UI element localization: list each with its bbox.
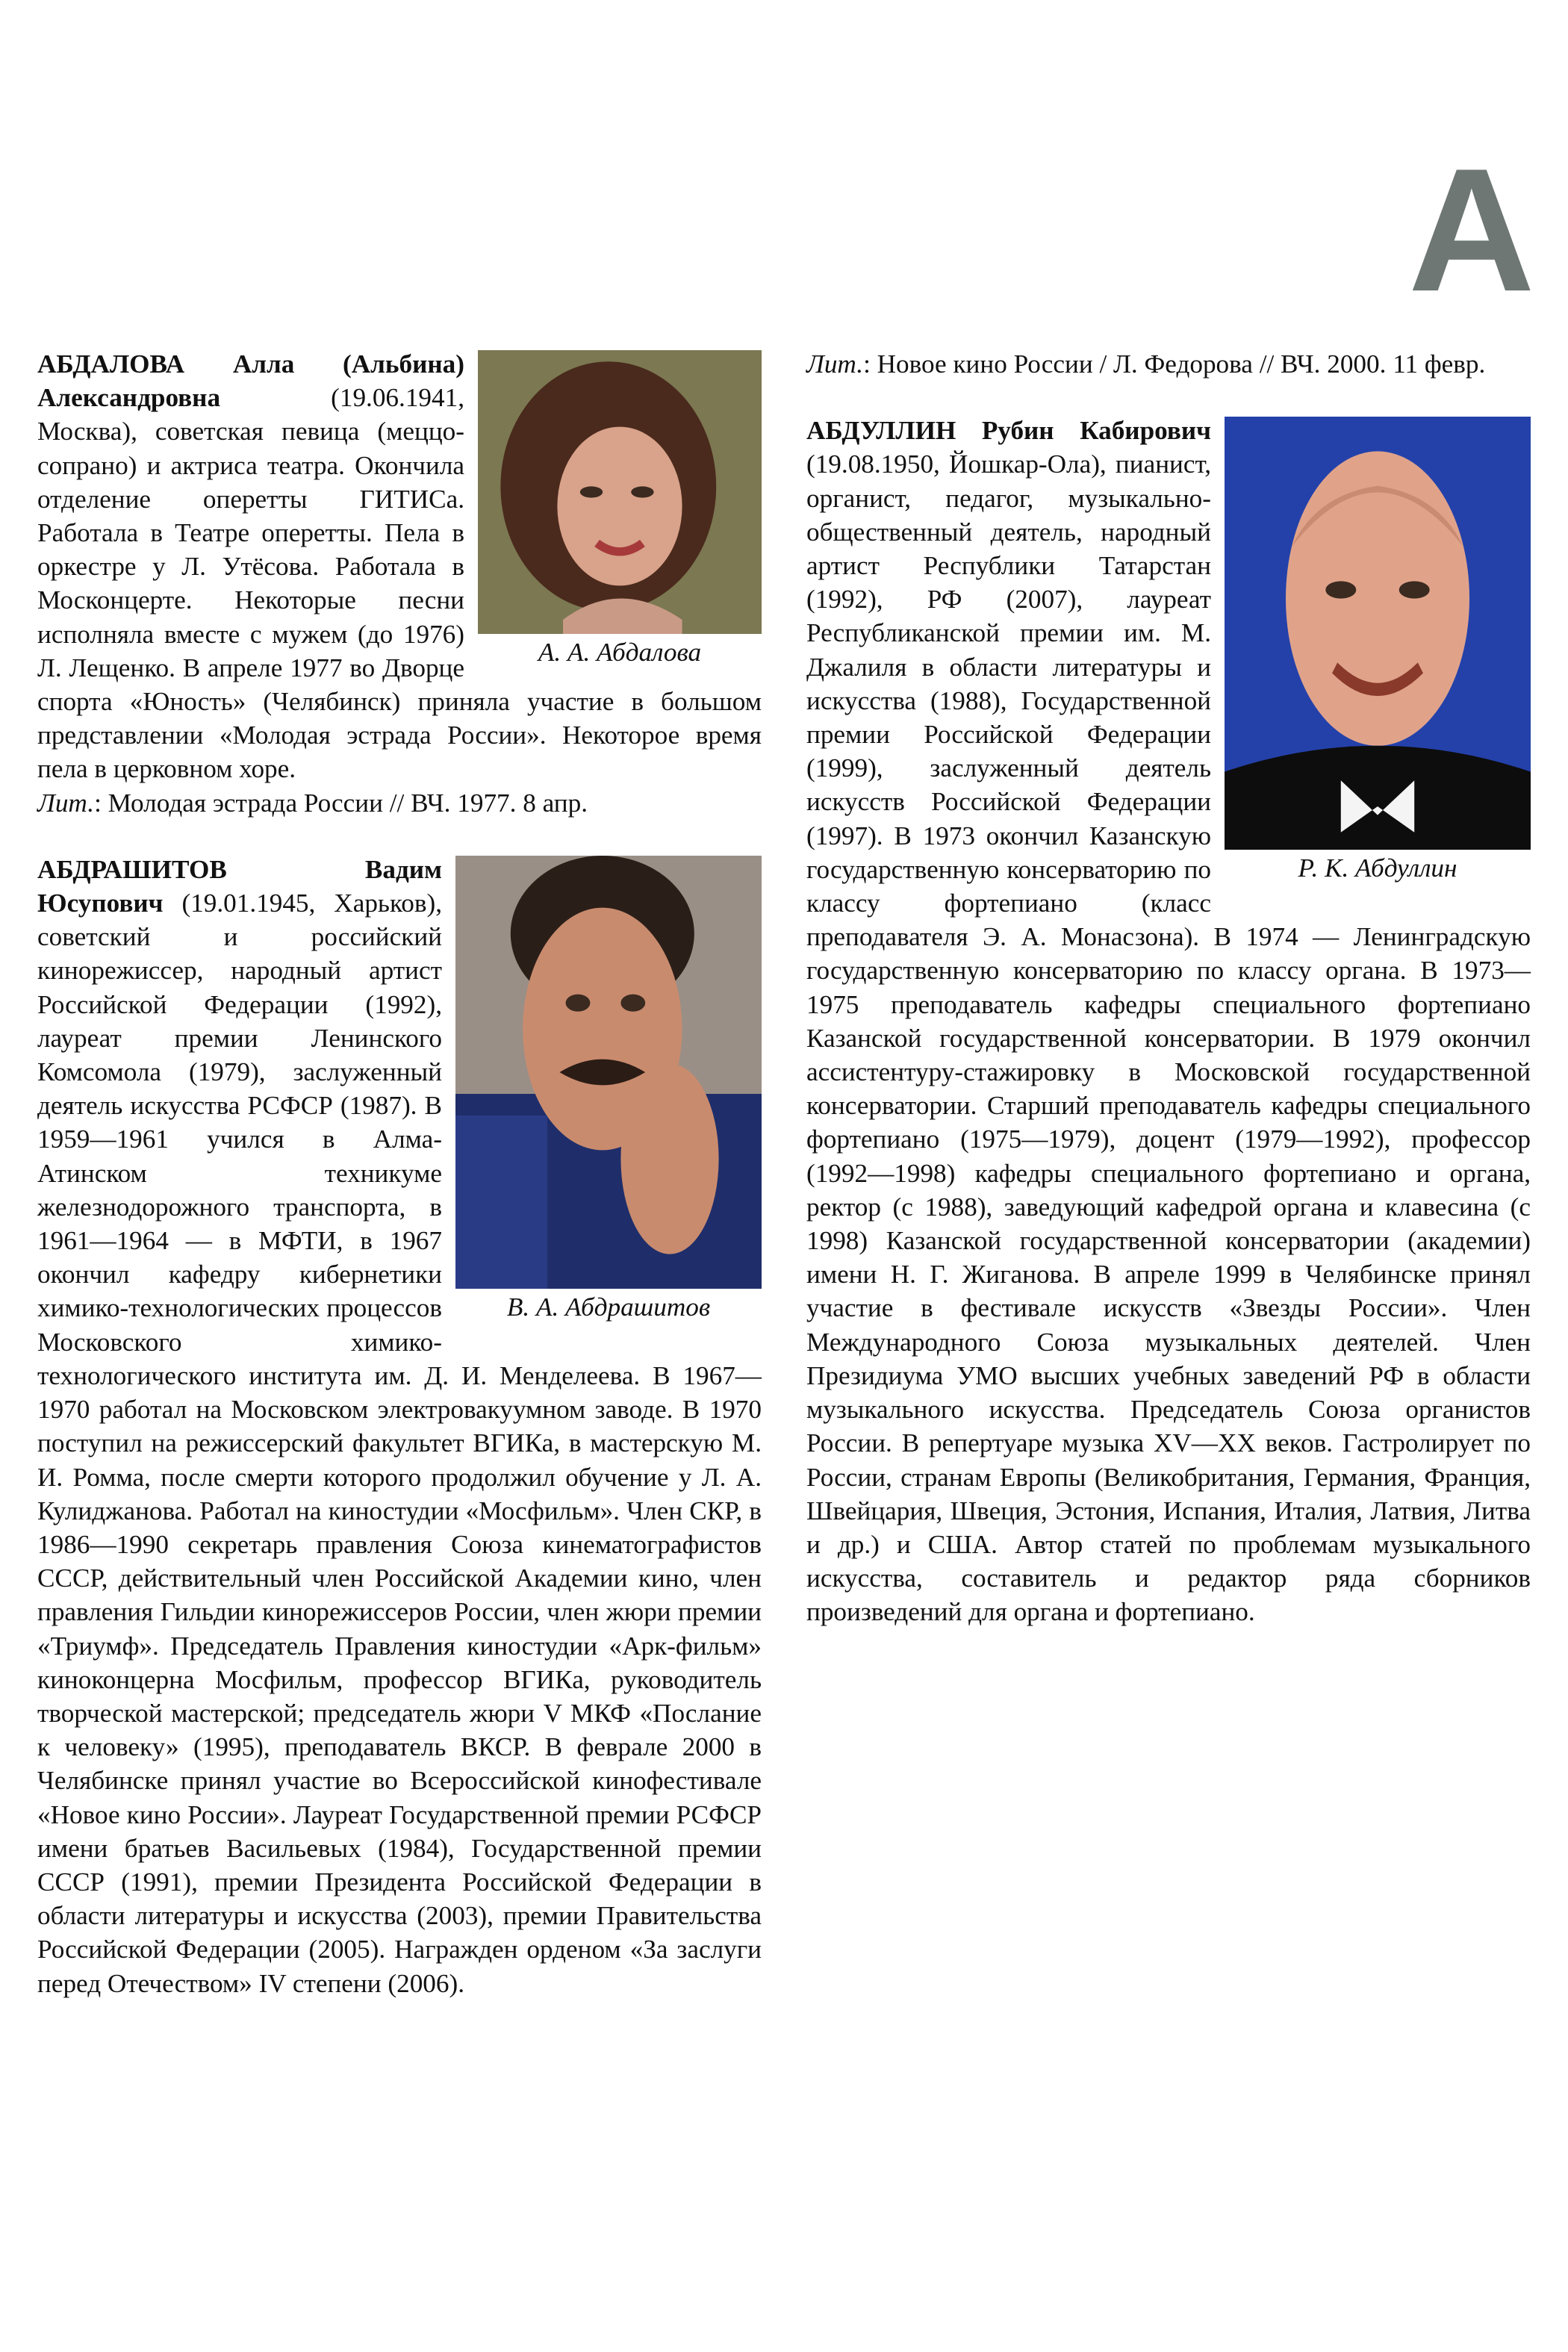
photo-caption: Р. К. Абдуллин (1298, 853, 1457, 883)
figure-abdullin (1225, 417, 1531, 885)
entry-abdrashitov (37, 853, 762, 2000)
right-column (806, 347, 1531, 1662)
entry-literature (806, 347, 1531, 381)
photo-caption: В. А. Абдрашитов (506, 1292, 711, 1322)
literature-label: Лит. (37, 788, 95, 818)
entry-abdrashitov-continued (806, 347, 1531, 381)
portrait-photo (455, 856, 762, 1289)
portrait-photo (478, 350, 762, 634)
entry-abdullin (806, 414, 1531, 1628)
figure-abdrashitov (455, 856, 762, 1324)
entry-abdalova (37, 347, 762, 820)
entry-body: (19.01.1945, Харьков), советский и российский кинорежиссер, народный артист Российской Федерации (1992), лауреат премии Ленинского Комсомола (1979), заслуженный деятель искусства РСФСР (1987). В 1959—1961 учился в Алма-Атинском техникуме железнодорожного транспорта, в 1961—1964 — в МФТИ, в 1967 окончил кафедру кибернетики химико-технологических процессов Московского химико-технологического института им. Д. И. Менделеева. В 1967—1970 работал на Московском электровакуумном заводе. В 1970 поступил на режиссерский факультет ВГИКа, в мастерскую М. И. Ромма, после смерти которого продолжил обучение у Л. А. Кулиджанова. Работал на киностудии «Мосфильм». Член СКР, в 1986—1990 секретарь правления Союза кинематографистов СССР, действительный член Российской Академии кино, член правления Гильдии кинорежиссеров России, член жюри премии «Триумф». Председатель Правления киностудии «Арк-фильм» киноконцерна Мосфильм, профессор ВГИКа, руководитель творческой мастерской; председатель жюри V МКФ «Послание к человеку» (1995), преподаватель ВКСР. В феврале 2000 в Челябинске принял участие во Всероссийской кинофестивале «Новое кино России». Лауреат Государственной премии РСФСР имени братьев Васильевых (1984), Государственной премии СССР (1991), премии Президента Российской Федерации в области литературы и искусства (2003), премии Правительства Российской Федерации (2005). Награжден орденом «За заслуги перед Отечеством» IV степени (2006). (37, 889, 762, 1998)
entry-headword: АБДРАШИТОВ Вадим Юсупович (37, 854, 442, 918)
entry-body: (19.08.1950, Йошкар-Ола), пианист, органист, педагог, музыкально-общественный деятель, народный артист Республики Татарстан (1992), РФ (2007), лауреат Республиканской премии им. М. Джалиля в области литературы и искусства (1988), Государственной премии Российской Федерации (1999), заслуженный деятель искусств Российской Федерации (1997). В 1973 окончил Казанскую государственную консерваторию по классу фортепиано (класс преподавателя Э. А. Монасзона). В 1974 — Ленинградскую государственную консерваторию по классу органа. В 1973—1975 преподаватель кафедры специального фортепиано Казанской государственной консерватории. В 1979 окончил ассистентуру-стажировку в Московской государственной консерватории. Старший преподаватель кафедры специального фортепиано (1975—1979), доцент (1979—1992), профессор (1992—1998) кафедры специального фортепиано и органа, ректор (с 1988), заведующий кафедрой органа и клавесина (с 1998) Казанской государственной консерватории (академии) имени Н. Г. Жиганова. В апреле 1999 в Челябинске принял участие в фестивале искусств «Звезды России». Член Международного Союза музыкальных деятелей. Член Президиума УМО высших учебных заведений РФ в области музыкального искусства. Председатель Союза органистов России. В репертуаре музыка XV—XX веков. Гастролирует по России, странам Европы (Великобритания, Германия, Франция, Швейцария, Швеция, Эстония, Испания, Италия, Латвия, Литва и др.) и США. Автор статей по проблемам музыкального искусства, составитель и редактор ряда сборников произведений для органа и фортепиано. (806, 449, 1531, 1627)
figure-abdalova (478, 350, 762, 669)
literature-text: : Новое кино России / Л. Федорова // ВЧ. 2000. 11 февр. (863, 349, 1486, 379)
section-letter: А (1408, 131, 1535, 328)
entry-body: (19.06.1941, Москва), советская певица (меццо-сопрано) и актриса театра. Окончила отделение оперетты ГИТИСа. Работала в Театре оперетты. Пела в оркестре у Л. Утёсова. Работала в Москонцерте. Некоторые песни исполняла вместе с мужем (до 1976) Л. Лещенко. В апреле 1977 во Дворце спорта «Юность» (Челябинск) приняла участие в большом представлении «Молодая эстрада России». Некоторое время пела в церковном хоре. (37, 383, 762, 784)
left-column (37, 347, 762, 2033)
photo-caption: А. А. Абдалова (538, 638, 702, 667)
entry-headword: АБДУЛЛИН Рубин Кабирович (806, 416, 1211, 446)
literature-text: : Молодая эстрада России // ВЧ. 1977. 8 апр. (94, 788, 588, 818)
portrait-photo (1225, 417, 1531, 850)
entry-headword: АБДАЛОВА Алла (Альбина) Александровна (37, 349, 464, 413)
entry-literature (37, 786, 762, 820)
literature-label: Лит. (806, 349, 864, 379)
